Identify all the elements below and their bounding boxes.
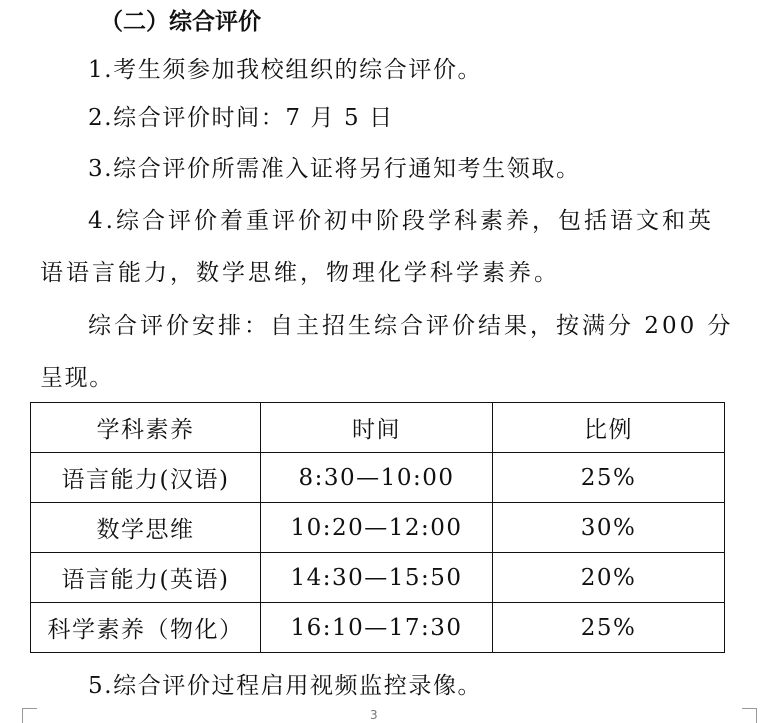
header-ratio: 比例 xyxy=(493,403,725,453)
paragraph-arrangement-line-2: 呈现。 xyxy=(40,365,114,391)
cell-subject: 语言能力(汉语) xyxy=(31,453,261,503)
table-row xyxy=(31,603,725,653)
paragraph-1: 1.考生须参加我校组织的综合评价。 xyxy=(88,57,483,83)
table-header-row xyxy=(31,403,725,453)
cell-time: 10:20—12:00 xyxy=(261,503,493,553)
paragraph-2: 2.综合评价时间：7 月 5 日 xyxy=(88,105,394,131)
cell-ratio: 25% xyxy=(493,453,725,503)
cell-ratio: 25% xyxy=(493,603,725,653)
cell-time: 8:30—10:00 xyxy=(261,453,493,503)
page-corner-mark-left xyxy=(22,708,37,723)
cell-time: 16:10—17:30 xyxy=(261,603,493,653)
paragraph-arrangement-line-1: 综合评价安排：自主招生综合评价结果，按满分 200 分 xyxy=(88,313,734,339)
table-row xyxy=(31,503,725,553)
cell-ratio: 20% xyxy=(493,553,725,603)
section-heading: （二）综合评价 xyxy=(100,9,261,35)
cell-subject: 科学素养（物化） xyxy=(31,603,261,653)
cell-ratio: 30% xyxy=(493,503,725,553)
table-row xyxy=(31,453,725,503)
evaluation-schedule-table xyxy=(30,402,725,653)
paragraph-4-line-2: 语语言能力，数学思维，物理化学科学素养。 xyxy=(40,260,560,286)
page-corner-mark-right xyxy=(742,708,757,723)
table-row xyxy=(31,553,725,603)
paragraph-3: 3.综合评价所需准入证将另行通知考生领取。 xyxy=(88,156,581,182)
paragraph-4-line-1: 4.综合评价着重评价初中阶段学科素养，包括语文和英 xyxy=(88,208,714,234)
paragraph-5: 5.综合评价过程启用视频监控录像。 xyxy=(88,673,483,699)
cell-subject: 语言能力(英语) xyxy=(31,553,261,603)
page-number: 3 xyxy=(370,708,378,722)
header-time: 时间 xyxy=(261,403,493,453)
header-subject: 学科素养 xyxy=(31,403,261,453)
cell-subject: 数学思维 xyxy=(31,503,261,553)
cell-time: 14:30—15:50 xyxy=(261,553,493,603)
